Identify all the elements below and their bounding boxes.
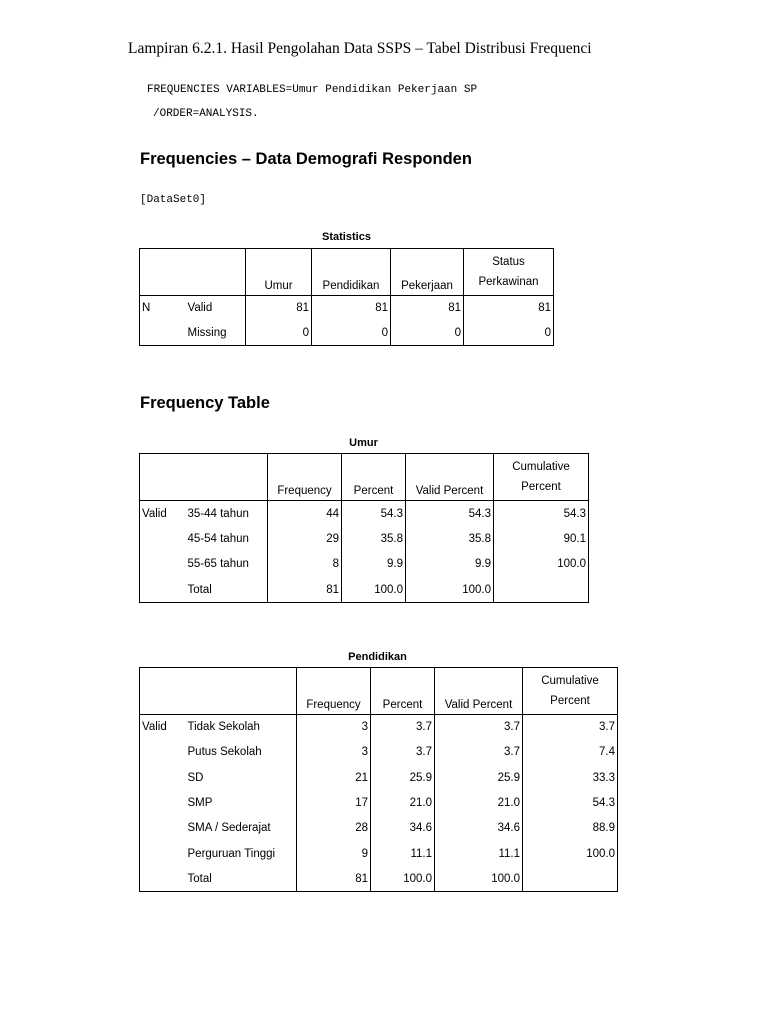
table-row	[140, 790, 618, 815]
column-header: Cumulative Percent	[523, 668, 618, 715]
table-cell: 28	[297, 816, 371, 841]
table-cell: 21.0	[435, 790, 523, 815]
table-cell: 88.9	[523, 816, 618, 841]
table-cell: 11.1	[435, 841, 523, 866]
column-header: Status Perkawinan	[464, 249, 554, 296]
table-cell: 0	[464, 321, 554, 346]
table-cell: 3.7	[435, 715, 523, 740]
table-row	[140, 740, 618, 765]
table-row	[140, 296, 554, 321]
row-label: Putus Sekolah	[187, 746, 262, 759]
column-header: Umur	[246, 249, 312, 296]
row-label: 35-44 tahun	[187, 507, 249, 520]
row-label: Tidak Sekolah	[187, 721, 260, 734]
table-cell: 3	[297, 740, 371, 765]
table-row	[140, 816, 618, 841]
table-cell: 100.0	[523, 841, 618, 866]
table-cell: 81	[297, 866, 371, 891]
column-header: Pekerjaan	[391, 249, 464, 296]
pendidikan-caption: Pendidikan	[348, 651, 407, 663]
row-label: SMA / Sederajat	[187, 822, 271, 835]
table-cell: 34.6	[371, 816, 435, 841]
table-cell: 8	[268, 552, 342, 578]
syntax-line-1: FREQUENCIES VARIABLES=Umur Pendidikan Pekerjaan SP	[147, 84, 478, 96]
row-group-label: Valid	[140, 501, 184, 527]
table-cell: 81	[246, 296, 312, 321]
table-cell: 21	[297, 765, 371, 790]
table-cell: 3.7	[371, 715, 435, 740]
table-cell: 29	[268, 526, 342, 552]
table-header-row	[140, 249, 554, 296]
table-cell: 3.7	[435, 740, 523, 765]
umur-caption: Umur	[349, 437, 378, 449]
row-label: SD	[187, 771, 204, 784]
table-cell: 9.9	[406, 552, 494, 578]
table-cell: 3	[297, 715, 371, 740]
pendidikan-frequency-table	[139, 667, 618, 892]
table-cell: 100.0	[406, 577, 494, 603]
table-cell: 100.0	[494, 552, 589, 578]
table-row	[140, 526, 589, 552]
table-cell: 11.1	[371, 841, 435, 866]
column-header: Frequency	[268, 454, 342, 501]
row-label: Total	[184, 577, 268, 603]
table-cell	[494, 577, 589, 603]
table-row	[140, 715, 618, 740]
table-cell: 7.4	[523, 740, 618, 765]
row-label: SMP	[187, 797, 213, 810]
row-label: Total	[184, 866, 297, 891]
table-cell: 54.3	[406, 501, 494, 527]
table-row	[140, 577, 589, 603]
table-cell: 9.9	[342, 552, 406, 578]
row-label: 55-65 tahun	[187, 558, 249, 571]
table-header-row	[140, 454, 589, 501]
statistics-caption: Statistics	[322, 231, 371, 243]
table-cell: 25.9	[435, 765, 523, 790]
table-cell: 100.0	[435, 866, 523, 891]
table-row	[140, 765, 618, 790]
column-header: Valid Percent	[435, 668, 523, 715]
table-cell: 90.1	[494, 526, 589, 552]
table-cell: 54.3	[523, 790, 618, 815]
table-cell: 35.8	[342, 526, 406, 552]
table-cell: 0	[312, 321, 391, 346]
column-header: Cumulative Percent	[494, 454, 589, 501]
table-cell: 35.8	[406, 526, 494, 552]
document-title: Lampiran 6.2.1. Hasil Pengolahan Data SSPS – Tabel Distribusi Frequenci	[128, 40, 592, 57]
table-header-row	[140, 668, 618, 715]
table-cell: 3.7	[523, 715, 618, 740]
umur-frequency-table	[139, 453, 589, 603]
table-row	[140, 501, 589, 527]
table-cell: 100.0	[342, 577, 406, 603]
table-cell: 33.3	[523, 765, 618, 790]
table-row	[140, 321, 554, 346]
column-header: Pendidikan	[312, 249, 391, 296]
table-cell: 54.3	[342, 501, 406, 527]
table-cell: 17	[297, 790, 371, 815]
table-row	[140, 552, 589, 578]
statistics-table	[139, 248, 554, 346]
table-cell: 100.0	[371, 866, 435, 891]
frequency-table-heading: Frequency Table	[140, 394, 270, 412]
row-group-label: N	[140, 296, 184, 321]
table-cell: 21.0	[371, 790, 435, 815]
syntax-line-2: /ORDER=ANALYSIS.	[153, 108, 259, 120]
column-header: Valid Percent	[406, 454, 494, 501]
table-cell: 0	[391, 321, 464, 346]
table-cell: 81	[464, 296, 554, 321]
table-cell: 3.7	[371, 740, 435, 765]
column-header: Frequency	[297, 668, 371, 715]
row-label: Valid	[187, 302, 213, 315]
table-cell	[523, 866, 618, 891]
row-group-label: Valid	[140, 715, 184, 740]
dataset-label: [DataSet0]	[140, 194, 207, 206]
table-cell: 44	[268, 501, 342, 527]
frequencies-heading: Frequencies – Data Demografi Responden	[140, 150, 472, 168]
table-row	[140, 841, 618, 866]
table-cell: 81	[268, 577, 342, 603]
table-cell: 25.9	[371, 765, 435, 790]
table-cell: 54.3	[494, 501, 589, 527]
row-label: Missing	[184, 321, 246, 346]
table-cell: 0	[246, 321, 312, 346]
table-row	[140, 866, 618, 891]
table-cell: 34.6	[435, 816, 523, 841]
table-cell: 81	[312, 296, 391, 321]
table-cell: 81	[391, 296, 464, 321]
row-label: Perguruan Tinggi	[187, 847, 276, 860]
row-label: 45-54 tahun	[187, 532, 249, 545]
column-header: Percent	[371, 668, 435, 715]
table-cell: 9	[297, 841, 371, 866]
column-header: Percent	[342, 454, 406, 501]
